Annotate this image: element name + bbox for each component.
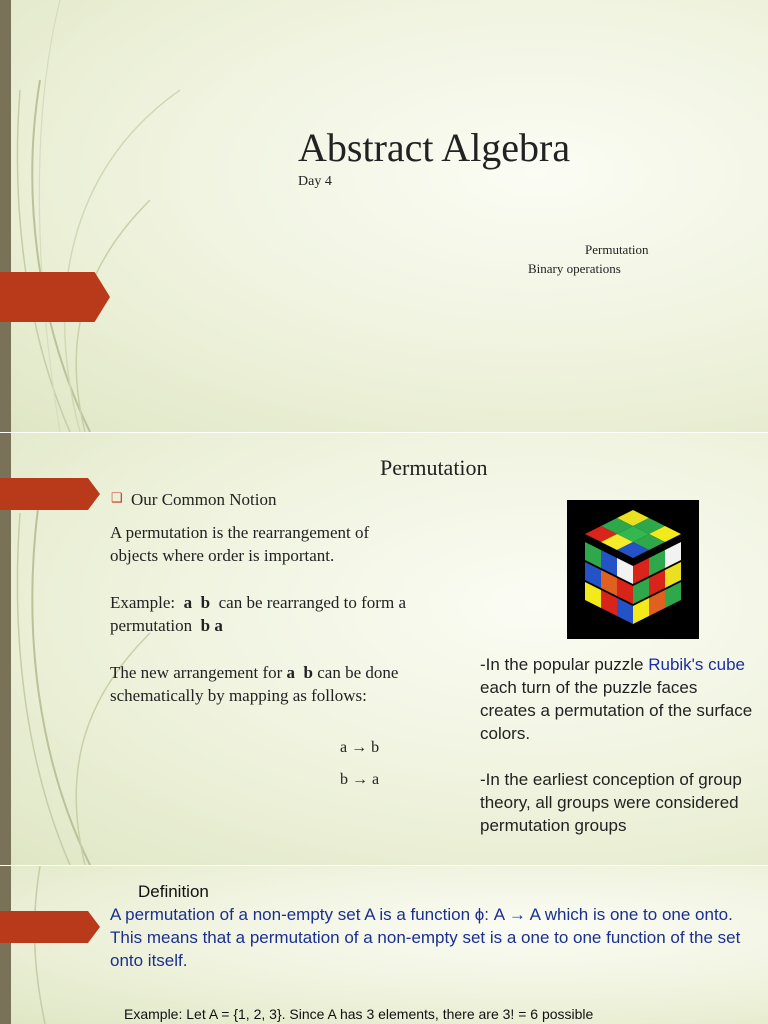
definition-body: A permutation of a non-empty set A is a function ϕ: A → A which is one to one onto. This means that a permutation of a non-empty set is a one to one function of the set onto itself. (110, 905, 741, 970)
bullet-text: Our Common Notion (131, 490, 277, 509)
red-arrow-tab (0, 911, 100, 943)
example-text: Example: a b can be rearranged to form a permutation b a (110, 593, 406, 635)
title-slide (0, 0, 768, 432)
left-sidebar-bar (0, 866, 11, 1024)
mapping-b-to-a: b → a (340, 771, 380, 788)
red-bullet-icon: ❑ (111, 490, 123, 505)
red-arrow-tab (0, 478, 100, 510)
group-theory-text: -In the earliest conception of group theory, all groups were considered permutation groups (480, 770, 742, 835)
topic-binary-operations: Binary operations (528, 261, 621, 276)
mapping-a-to-b: a → b (340, 739, 380, 756)
definition-slide (0, 866, 768, 1024)
example-text: Example: Let A = {1, 2, 3}. Since A has 3 elements, there are 3! = 6 possible (124, 1006, 594, 1022)
red-arrow-tab (0, 272, 110, 322)
rubiks-cube-image (567, 500, 699, 639)
rubik-link[interactable]: Rubik's cube (648, 655, 746, 674)
definition-text: A permutation is the rearrangement of objects where order is important. (110, 523, 370, 565)
decorative-curves (0, 0, 220, 432)
decorative-curves (0, 866, 120, 1024)
permutation-slide (0, 433, 768, 865)
slide-title: Abstract Algebra (298, 125, 571, 170)
definition-heading: Definition (138, 882, 209, 901)
slide-title: Permutation (380, 455, 488, 480)
rubik-description: -In the popular puzzle Rubik's cube each turn of the puzzle faces creates a permutation of the surface colors. (480, 655, 753, 743)
schematic-text: The new arrangement for a b can be done schematically by mapping as follows: (110, 663, 399, 705)
topic-permutation: Permutation (585, 242, 649, 257)
left-sidebar-bar (0, 0, 11, 432)
slide-subtitle: Day 4 (298, 174, 332, 189)
